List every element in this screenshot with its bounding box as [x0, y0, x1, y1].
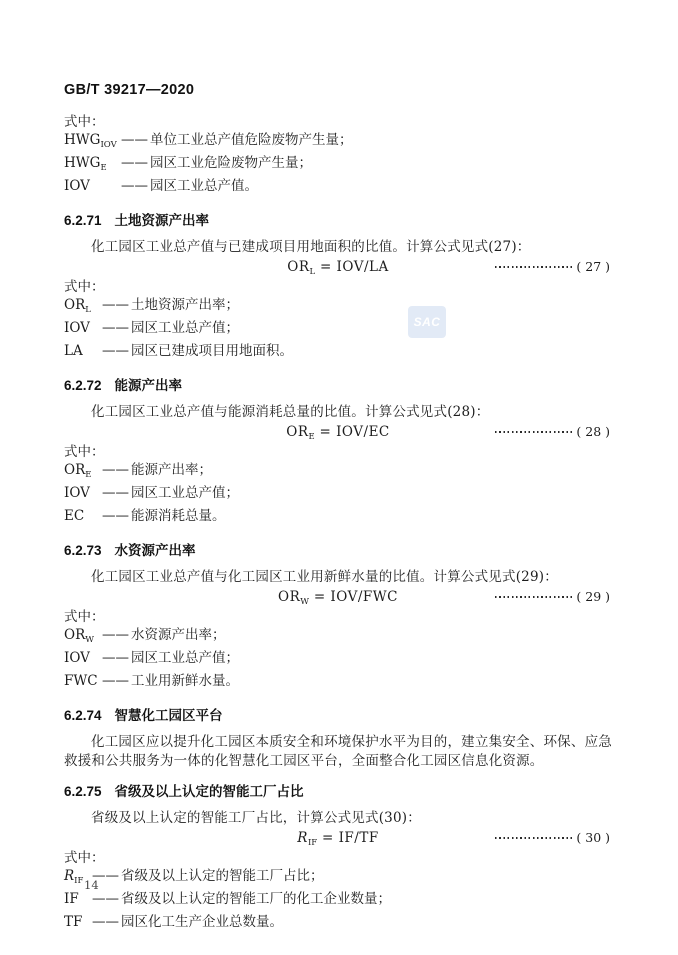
def-text: 能源消耗总量。: [131, 508, 226, 524]
equation-number: ( 28 ): [576, 424, 610, 439]
equation-number: ( 30 ): [576, 830, 610, 845]
def-text: 水资源产出率；: [131, 627, 226, 643]
where-label: 式中：: [64, 444, 105, 460]
def-dash: ——: [102, 297, 129, 313]
def-text: 能源产出率；: [131, 462, 212, 478]
section-6-2-71: [64, 211, 612, 365]
def-dash: ——: [102, 673, 129, 689]
def-term-sub: IOV: [100, 140, 117, 150]
def-term: OR: [64, 297, 86, 313]
definition-line: [64, 484, 612, 507]
section-6-2-73: [64, 541, 612, 695]
def-text: 园区工业危险废物产生量；: [150, 155, 312, 171]
page-number: 14: [84, 878, 99, 892]
def-dash: ——: [102, 462, 129, 478]
def-term-sub: E: [85, 470, 92, 480]
def-term: LA: [64, 343, 83, 359]
intro-definition-block: [64, 113, 612, 200]
dotted-leader: [495, 431, 573, 433]
definition-line: [64, 177, 612, 200]
def-dash: ——: [121, 178, 148, 194]
dotted-leader: [495, 266, 573, 268]
definition-line: [64, 461, 612, 484]
where-label: 式中：: [64, 609, 105, 625]
def-term: OR: [64, 462, 86, 478]
definition-line: [64, 319, 612, 342]
def-term: IOV: [64, 320, 90, 336]
formula-row: [64, 829, 612, 847]
section-6-2-72: [64, 376, 612, 530]
def-dash: ——: [92, 868, 119, 884]
formula-row: [64, 423, 612, 441]
def-term: TF: [64, 914, 83, 930]
def-term: EC: [64, 508, 85, 524]
where-label: 式中：: [64, 114, 105, 130]
equation-number: ( 29 ): [576, 589, 610, 604]
def-dash: ——: [121, 155, 148, 171]
section-number: 6.2.73: [64, 543, 102, 558]
definition-line: [64, 342, 612, 365]
def-term: HWG: [64, 155, 101, 171]
section-heading: [64, 782, 612, 801]
section-heading: [64, 541, 612, 560]
formula: $OR_E = IOV/EC$: [286, 424, 390, 442]
section-title: 智慧化工园区平台: [114, 708, 223, 723]
def-text: 园区工业总产值；: [131, 485, 239, 501]
formula: $OR_W = IOV/FWC$: [278, 589, 398, 607]
where-label: 式中：: [64, 279, 105, 295]
def-text: 省级及以上认定的智能工厂占比；: [121, 868, 324, 884]
def-text: 土地资源产出率；: [131, 297, 239, 313]
dotted-leader: [495, 837, 573, 839]
definition-line: [64, 131, 612, 154]
section-body: 化工园区工业总产值与已建成项目用地面积的比值。计算公式见式(27)：: [91, 239, 531, 255]
section-body: 省级及以上认定的智能工厂占比，计算公式见式(30)：: [91, 810, 421, 826]
page-content: [64, 80, 612, 936]
def-term-sub: IF: [74, 876, 84, 886]
where-label: 式中：: [64, 850, 105, 866]
definition-line: [64, 890, 612, 913]
def-text: 园区已建成项目用地面积。: [131, 343, 293, 359]
section-body: 化工园区工业总产值与能源消耗总量的比值。计算公式见式(28)：: [91, 404, 490, 420]
def-term-sub: E: [100, 163, 107, 173]
definition-line: [64, 672, 612, 695]
definition-line: [64, 296, 612, 319]
section-heading: [64, 706, 612, 725]
section-title: 水资源产出率: [114, 543, 196, 558]
section-body: 化工园区应以提升化工园区本质安全和环境保护水平为目的，建立集安全、环保、应急救援和公共服务为一体的化智慧化工园区平台，全面整合化工园区信息化资源。: [64, 734, 612, 769]
def-dash: ——: [102, 343, 129, 359]
definition-line: [64, 626, 612, 649]
formula-row: [64, 258, 612, 276]
section-number: 6.2.74: [64, 708, 102, 723]
def-term: IOV: [64, 178, 90, 194]
def-text: 园区化工生产企业总数量。: [121, 914, 283, 930]
section-heading: [64, 211, 612, 230]
section-heading: [64, 376, 612, 395]
def-term: IOV: [64, 650, 90, 666]
equation-number: ( 27 ): [576, 259, 610, 274]
definition-line: [64, 154, 612, 177]
dotted-leader: [495, 596, 573, 598]
def-text: 工业用新鲜水量。: [131, 673, 239, 689]
def-dash: ——: [102, 627, 129, 643]
definition-line: [64, 649, 612, 672]
def-term: HWG: [64, 132, 101, 148]
def-text: 园区工业总产值；: [131, 650, 239, 666]
def-term: OR: [64, 627, 86, 643]
section-title: 能源产出率: [114, 378, 183, 393]
def-term: FWC: [64, 673, 98, 689]
section-6-2-75: [64, 782, 612, 936]
formula-row: [64, 588, 612, 606]
definition-line: [64, 507, 612, 530]
def-dash: ——: [102, 508, 129, 524]
def-term: IF: [64, 891, 79, 907]
section-number: 6.2.71: [64, 213, 102, 228]
standard-number-header: GB/T 39217—2020: [64, 82, 195, 98]
formula: $R_{IF} = IF/TF$: [297, 830, 379, 848]
def-dash: ——: [102, 650, 129, 666]
definition-line: [64, 867, 612, 890]
def-dash: ——: [92, 914, 119, 930]
def-dash: ——: [121, 132, 148, 148]
def-dash: ——: [102, 485, 129, 501]
def-text: 单位工业总产值危险废物产生量；: [150, 132, 353, 148]
def-term-sub: W: [85, 635, 94, 645]
def-term-sub: L: [85, 305, 91, 315]
def-text: 园区工业总产值；: [131, 320, 239, 336]
definition-line: [64, 913, 612, 936]
section-title: 土地资源产出率: [114, 213, 210, 228]
def-dash: ——: [92, 891, 119, 907]
def-dash: ——: [102, 320, 129, 336]
def-text: 省级及以上认定的智能工厂的化工企业数量；: [121, 891, 391, 907]
sac-watermark-logo: SAC: [408, 306, 446, 338]
section-body: 化工园区工业总产值与化工园区工业用新鲜水量的比值。计算公式见式(29)：: [91, 569, 558, 585]
section-number: 6.2.72: [64, 378, 102, 393]
formula: $OR_L = IOV/LA$: [287, 259, 389, 277]
def-term: R: [64, 868, 75, 884]
section-title: 省级及以上认定的智能工厂占比: [114, 784, 304, 799]
section-6-2-74: [64, 706, 612, 771]
def-term: IOV: [64, 485, 90, 501]
def-text: 园区工业总产值。: [150, 178, 258, 194]
section-number: 6.2.75: [64, 784, 102, 799]
